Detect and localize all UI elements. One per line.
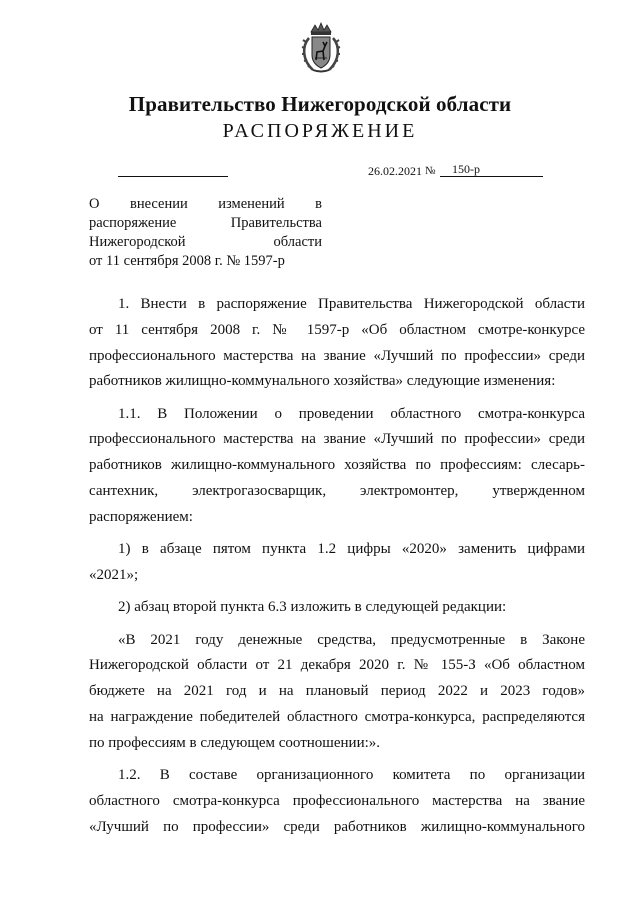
document-body xyxy=(89,292,585,840)
body-line: работников жилищно-коммунального хозяйства» следующие изменения: xyxy=(89,373,556,390)
subject-line: Нижегородской области xyxy=(89,234,322,250)
body-line: 1.1. В Положении о проведении областного смотра-конкурса xyxy=(118,405,585,422)
body-line: от 11 сентября 2008 г. № 1597-р «Об областном смотре-конкурсе xyxy=(89,321,585,338)
government-title: Правительство Нижегородской области xyxy=(128,92,512,116)
subject-line: распоряжение Правительства xyxy=(89,215,322,231)
body-line: «2021»; xyxy=(89,566,139,583)
body-line: Нижегородской области от 21 декабря 2020 г. № 155-З «Об областном xyxy=(89,657,585,674)
body-line: «В 2021 году денежные средства, предусмотренные в Законе xyxy=(118,631,585,648)
body-line: распоряжением: xyxy=(89,508,193,525)
signature-blank-line xyxy=(118,176,228,177)
document-subject xyxy=(89,195,322,271)
body-line: 2) абзац второй пункта 6.3 изложить в следующей редакции: xyxy=(118,599,507,616)
document-type-title: РАСПОРЯЖЕНИЕ xyxy=(222,120,418,142)
body-line: профессионального мастерства на звание «Лучший по профессии» среди xyxy=(89,431,585,448)
body-line: 1) в абзаце пятом пункта 1.2 цифры «2020» заменить цифрами xyxy=(118,541,585,558)
body-line: 1.2. В составе организационного комитета по организации xyxy=(118,767,585,784)
body-line: 1. Внести в распоряжение Правительства Нижегородской области xyxy=(118,296,585,312)
body-line: на награждение победителей областного смотра-конкурса, распределяются xyxy=(89,708,585,725)
document-date: 26.02.2021 xyxy=(368,164,422,178)
coat-of-arms-icon xyxy=(301,22,341,74)
body-line: областного смотра-конкурса профессионального мастерства на звание xyxy=(89,792,585,809)
body-line: профессионального мастерства на звание «Лучший по профессии» среди xyxy=(89,347,585,364)
body-line: бюджете на 2021 год и на плановый период 2022 и 2023 годов» xyxy=(89,683,585,700)
body-line: «Лучший по профессии» среди работников жилищно-коммунального xyxy=(89,818,585,835)
number-sign: № xyxy=(425,165,436,177)
body-line: работников жилищно-коммунального хозяйства по профессиям: слесарь- xyxy=(89,457,585,474)
body-line: по профессиям в следующем соотношении:». xyxy=(89,734,381,751)
subject-line: от 11 сентября 2008 г. № 1597-р xyxy=(89,253,285,269)
body-line: сантехник, электрогазосварщик, электромонтер, утвержденном xyxy=(89,483,585,500)
document-number: 150-р xyxy=(440,162,543,177)
subject-line: О внесении изменений в xyxy=(89,196,322,212)
